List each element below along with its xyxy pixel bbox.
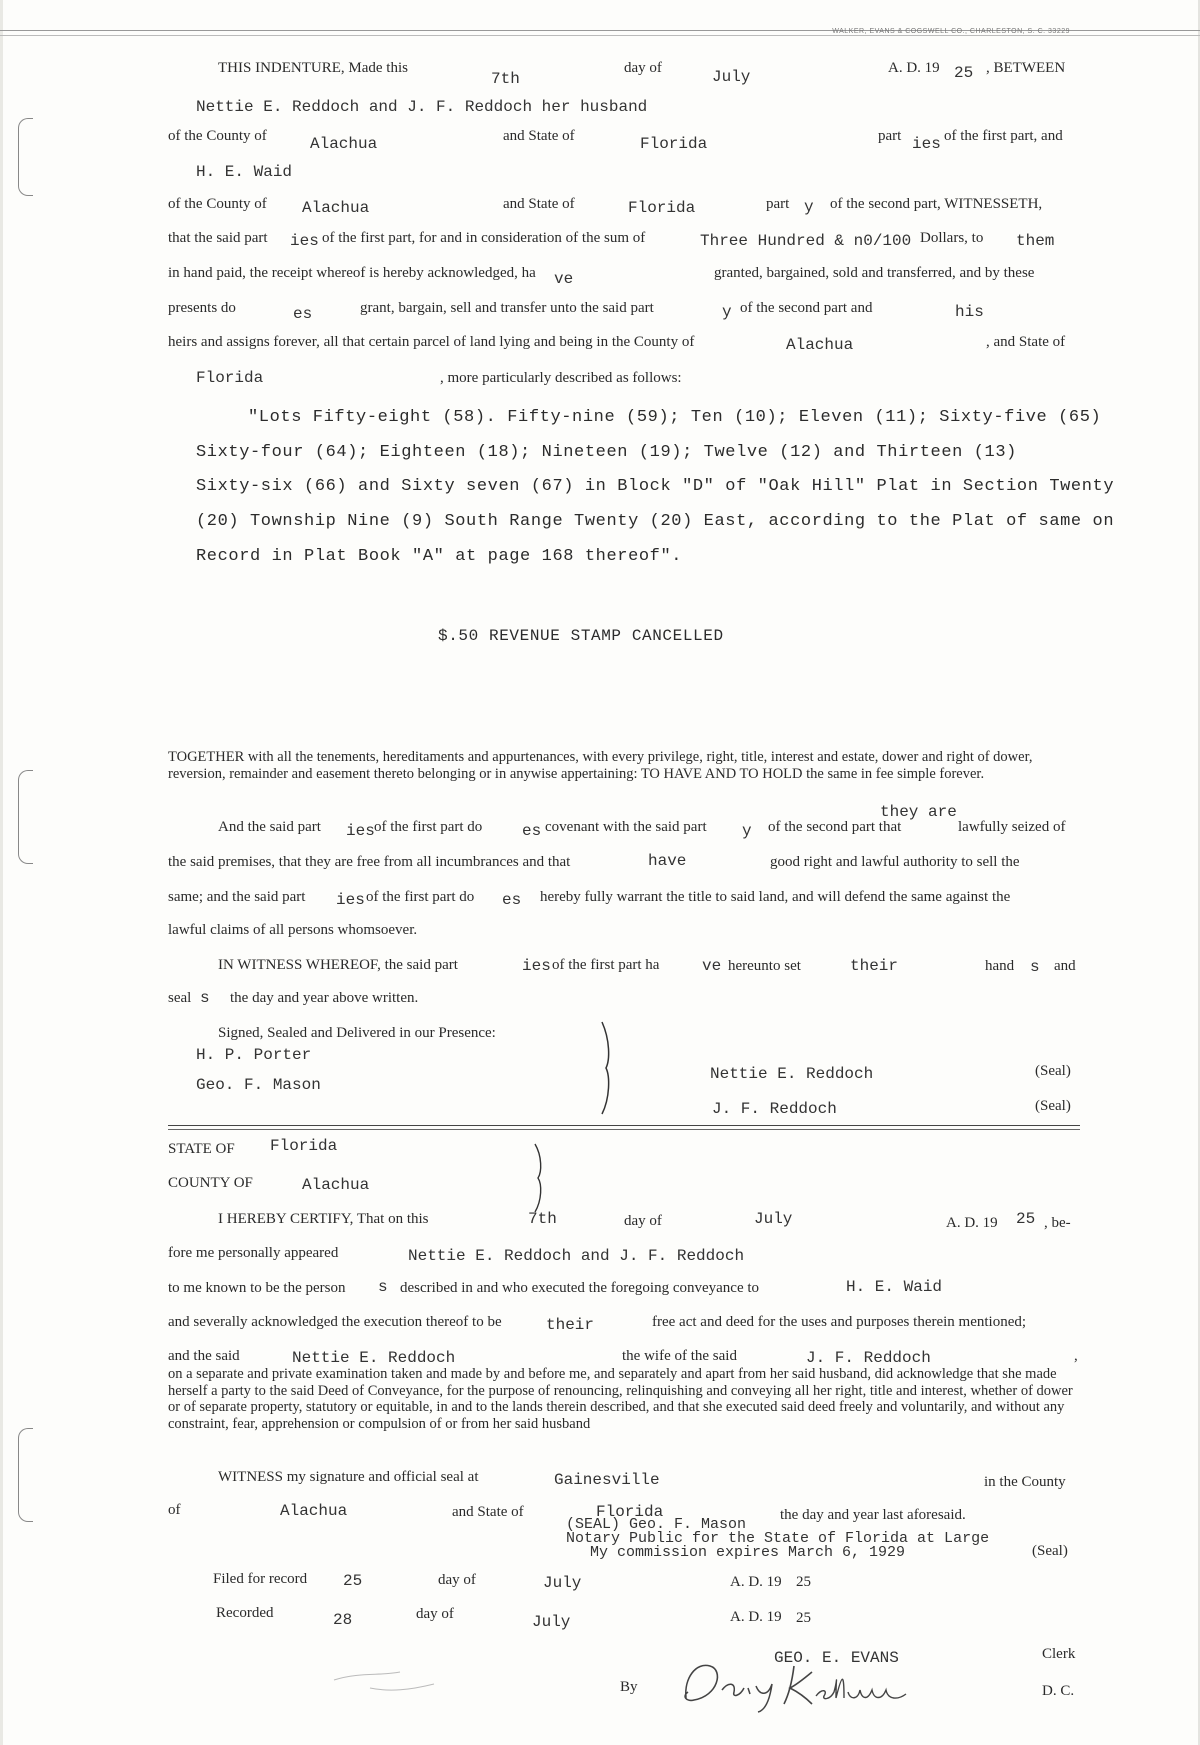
covenant-1d: of the second part that bbox=[768, 819, 902, 835]
binder-hole-2 bbox=[18, 770, 33, 864]
signature-brace bbox=[596, 1020, 620, 1116]
ack-known-1: to me known to be the person bbox=[168, 1280, 346, 1296]
covenant-1a: And the said part bbox=[218, 819, 321, 835]
line-e-2: , more particularly described as follows: bbox=[440, 370, 682, 386]
clerk-label: Clerk bbox=[1042, 1646, 1076, 1662]
state-1: Florida bbox=[640, 135, 708, 153]
recorded-month: July bbox=[532, 1613, 571, 1631]
ack-month: July bbox=[754, 1210, 793, 1228]
line-b-fill: ve bbox=[554, 270, 574, 288]
indenture-opening: THIS INDENTURE, Made this bbox=[218, 60, 408, 76]
covenant-1c: covenant with the said part bbox=[545, 819, 707, 835]
ack-be: , be- bbox=[1044, 1215, 1071, 1231]
deputy-signature-text: Daisy Kellum bbox=[676, 1712, 683, 1713]
ack-known-2: described in and who executed the foregoing conveyance to bbox=[400, 1280, 760, 1296]
ack-comma: , bbox=[1074, 1348, 1078, 1364]
line-c-2: grant, bargain, sell and transfer unto the said part bbox=[360, 300, 654, 316]
section-divider-thin bbox=[168, 1129, 1080, 1130]
presence-line: Signed, Sealed and Delivered in our Presence: bbox=[218, 1025, 496, 1041]
ack-state-2: Florida bbox=[596, 1503, 664, 1521]
ack-county: Alachua bbox=[302, 1176, 370, 1194]
deputy-clerk-signature bbox=[676, 1652, 932, 1714]
first-party-names: Nettie E. Reddoch and J. F. Reddoch her husband bbox=[196, 98, 648, 116]
description-line-2: Sixty-four (64); Eighteen (18); Nineteen (19); Twelve (12) and Thirteen (13) bbox=[196, 443, 1017, 462]
ack-wife-name: Nettie E. Reddoch bbox=[292, 1349, 456, 1367]
ack-witness-signature: WITNESS my signature and official seal at bbox=[218, 1469, 479, 1485]
witness-2b: the day and year above written. bbox=[230, 990, 419, 1006]
description-line-1: "Lots Fifty-eight (58). Fifty-nine (59); Ten (10); Eleven (11); Sixty-five (65) bbox=[248, 408, 1102, 427]
line-c-3: of the second part and bbox=[740, 300, 873, 316]
witness-1-fill-2: ve bbox=[702, 957, 722, 975]
covenant-3-fill-2: es bbox=[502, 891, 522, 909]
indenture-day-of: day of bbox=[624, 60, 662, 76]
state-of-label-2: and State of bbox=[503, 196, 575, 212]
recorded-label: Recorded bbox=[216, 1605, 274, 1621]
line-a-2: of the first part, for and in consideration of the sum of bbox=[322, 230, 646, 246]
witness-2-fill: s bbox=[200, 989, 210, 1007]
ack-ad: A. D. 19 bbox=[946, 1215, 998, 1231]
ack-day-of: day of bbox=[624, 1213, 662, 1229]
party-label-2: part bbox=[766, 196, 790, 212]
grantor-name-2: J. F. Reddoch bbox=[712, 1100, 837, 1118]
consideration-sum: Three Hundred & n0/100 bbox=[700, 232, 912, 250]
state-of-label-1: and State of bbox=[503, 128, 575, 144]
witness-name-1: H. P. Porter bbox=[196, 1046, 312, 1064]
line-c-1: presents do bbox=[168, 300, 236, 316]
witness-2a: seal bbox=[168, 990, 192, 1006]
ack-and-said: and the said bbox=[168, 1348, 240, 1364]
witness-1b: of the first part ha bbox=[552, 957, 660, 973]
witness-1a: IN WITNESS WHEREOF, the said part bbox=[218, 957, 458, 973]
covenant-2a: the said premises, that they are free from all incumbrances and that bbox=[168, 854, 571, 870]
description-line-3: Sixty-six (66) and Sixty seven (67) in Block "D" of "Oak Hill" Plat in Section Twenty bbox=[196, 477, 1115, 496]
ack-separate-examination: on a separate and private examination taken and made by and before me, and separately and apart from her said husband, did acknowledge that she made herself a party to the said Deed of Conveyance, for the purpose of renouncing, relinquishing and conveying all her right, title and interest, whether of dower or of separate property, statutory or equitable, in and to the lands therein described, and that she executed said deed freely and voluntarily, and without any constraint, fear, apprehension or compulsion of or from her said husband bbox=[168, 1366, 1073, 1432]
line-d-2: , and State of bbox=[986, 334, 1066, 350]
line-e-state: Florida bbox=[196, 369, 264, 387]
state-2: Florida bbox=[628, 199, 696, 217]
recorded-year: 25 bbox=[796, 1610, 811, 1626]
ack-state-label: STATE OF bbox=[168, 1141, 235, 1157]
ack-of: of bbox=[168, 1502, 181, 1518]
line-c-fill-2: y bbox=[722, 303, 732, 321]
line-c-fill: es bbox=[293, 305, 313, 323]
section-divider bbox=[168, 1125, 1080, 1126]
ack-brace bbox=[530, 1142, 550, 1214]
line-b-1: in hand paid, the receipt whereof is hereby acknowledged, ha bbox=[168, 265, 536, 281]
witness-1-fill-4: s bbox=[1030, 958, 1040, 976]
indenture-year: 25 bbox=[954, 64, 974, 82]
ack-state-of: and State of bbox=[452, 1504, 524, 1520]
witness-name-2: Geo. F. Mason bbox=[196, 1076, 321, 1094]
filed-day-of: day of bbox=[438, 1572, 476, 1588]
ack-wife-of: the wife of the said bbox=[622, 1348, 737, 1364]
binder-hole-3 bbox=[18, 1428, 33, 1522]
covenant-3-fill: ies bbox=[336, 891, 365, 909]
party-label-1: part bbox=[878, 128, 902, 144]
line-b-2: granted, bargained, sold and transferred, and by these bbox=[714, 265, 1035, 281]
ack-county-label: COUNTY OF bbox=[168, 1175, 253, 1191]
ack-year: 25 bbox=[1016, 1210, 1036, 1228]
ack-state: Florida bbox=[270, 1137, 338, 1155]
covenant-3c: hereby fully warrant the title to said land, and will defend the same against the bbox=[540, 889, 1011, 905]
covenant-1-fill-3: y bbox=[742, 822, 752, 840]
dollars-to: Dollars, to bbox=[920, 230, 984, 246]
filed-ad: A. D. 19 bbox=[730, 1574, 782, 1590]
ack-appeared: fore me personally appeared bbox=[168, 1245, 339, 1261]
clerk-name: GEO. E. EVANS bbox=[774, 1649, 899, 1667]
covenant-2b: good right and lawful authority to sell the bbox=[770, 854, 1020, 870]
ack-certify: I HEREBY CERTIFY, That on this bbox=[218, 1211, 429, 1227]
filed-month: July bbox=[543, 1574, 582, 1592]
pencil-mark bbox=[330, 1666, 440, 1696]
binder-hole-1 bbox=[18, 118, 33, 196]
covenant-4: lawful claims of all persons whomsoever. bbox=[168, 922, 418, 938]
line-a-fill: ies bbox=[290, 232, 319, 250]
ack-last-aforesaid: the day and year last aforesaid. bbox=[780, 1507, 966, 1523]
ack-in-county: in the County bbox=[984, 1474, 1066, 1490]
description-line-5: Record in Plat Book "A" at page 168 thereof". bbox=[196, 547, 683, 566]
witness-1-fill-3: their bbox=[850, 957, 899, 975]
grantor-seal-1: (Seal) bbox=[1035, 1063, 1071, 1079]
filed-year: 25 bbox=[796, 1574, 811, 1590]
notary-line-2: Notary Public for the State of Florida at Large bbox=[566, 1530, 990, 1547]
witness-1-fill: ies bbox=[522, 957, 551, 975]
ack-severally-fill: their bbox=[546, 1316, 595, 1334]
covenant-1-fill: ies bbox=[346, 822, 375, 840]
covenant-2-fill: have bbox=[648, 852, 687, 870]
dc-label: D. C. bbox=[1042, 1683, 1075, 1699]
party-suffix-1: ies bbox=[912, 135, 941, 153]
recorded-ad: A. D. 19 bbox=[730, 1609, 782, 1625]
covenant-1-fill-2: es bbox=[522, 822, 542, 840]
covenant-1b: of the first part do bbox=[374, 819, 483, 835]
paid-to: them bbox=[1016, 232, 1055, 250]
grantor-name-1: Nettie E. Reddoch bbox=[710, 1065, 874, 1083]
ack-known-fill: s bbox=[378, 1278, 388, 1296]
ack-persons: Nettie E. Reddoch and J. F. Reddoch bbox=[408, 1247, 745, 1265]
page-left-edge bbox=[0, 0, 3, 1745]
witness-1e: and bbox=[1054, 958, 1076, 974]
notary-line-3: My commission expires March 6, 1929 bbox=[590, 1544, 906, 1561]
ack-day: 7th bbox=[528, 1210, 557, 1228]
filed-label: Filed for record bbox=[213, 1571, 308, 1587]
notary-line-1: (SEAL) Geo. F. Mason bbox=[566, 1516, 747, 1533]
indenture-between: , BETWEEN bbox=[986, 60, 1066, 76]
line-a-1: that the said part bbox=[168, 230, 268, 246]
ack-grantee: H. E. Waid bbox=[846, 1278, 943, 1296]
covenant-3b: of the first part do bbox=[366, 889, 475, 905]
grantor-seal-2: (Seal) bbox=[1035, 1098, 1071, 1114]
recorded-day: 28 bbox=[333, 1611, 353, 1629]
indenture-month: July bbox=[712, 68, 751, 86]
witness-1c: hereunto set bbox=[728, 958, 801, 974]
party-suffix-2: y bbox=[804, 198, 814, 216]
ack-place: Gainesville bbox=[554, 1471, 660, 1489]
second-part-text: of the second part, WITNESSETH, bbox=[830, 196, 1043, 212]
county-2: Alachua bbox=[302, 199, 370, 217]
by-label: By bbox=[620, 1679, 638, 1695]
line-d-1: heirs and assigns forever, all that certain parcel of land lying and being in the County of bbox=[168, 334, 695, 350]
ack-severally-2: free act and deed for the uses and purposes therein mentioned; bbox=[652, 1314, 1027, 1330]
ack-husband: J. F. Reddoch bbox=[806, 1349, 931, 1367]
line-d-county: Alachua bbox=[786, 336, 854, 354]
indenture-day: 7th bbox=[491, 70, 520, 88]
together-clause: TOGETHER with all the tenements, hereditaments and appurtenances, with every privilege, right, title, interest and estate, dower and right of dower, reversion, remainder and easement thereto belonging or in anywise appertaining: TO HAVE AND TO HOLD the same in fee simple forever. bbox=[168, 749, 1033, 782]
county-1: Alachua bbox=[310, 135, 378, 153]
printer-imprint: WALKER, EVANS & COGSWELL CO., CHARLESTON, S. C. 33229 bbox=[832, 28, 1070, 35]
county-of-label-1: of the County of bbox=[168, 128, 267, 144]
description-line-4: (20) Township Nine (9) South Range Twenty (20) East, according to the Plat of same on bbox=[196, 512, 1115, 531]
ack-county-2: Alachua bbox=[280, 1502, 348, 1520]
covenant-1e: lawfully seized of bbox=[958, 819, 1066, 835]
revenue-stamp-note: $.50 REVENUE STAMP CANCELLED bbox=[438, 627, 724, 645]
notary-seal: (Seal) bbox=[1032, 1543, 1068, 1559]
line-c-fill-3: his bbox=[955, 303, 984, 321]
first-part-text: of the first part, and bbox=[944, 128, 1063, 144]
ack-severally-1: and severally acknowledged the execution thereof to be bbox=[168, 1314, 502, 1330]
covenant-3a: same; and the said part bbox=[168, 889, 306, 905]
filed-day: 25 bbox=[343, 1572, 363, 1590]
they-are-insert: they are bbox=[880, 803, 957, 821]
second-party-name: H. E. Waid bbox=[196, 163, 293, 181]
county-of-label-2: of the County of bbox=[168, 196, 267, 212]
indenture-ad: A. D. 19 bbox=[888, 60, 940, 76]
recorded-day-of: day of bbox=[416, 1606, 454, 1622]
witness-1d: hand bbox=[985, 958, 1015, 974]
